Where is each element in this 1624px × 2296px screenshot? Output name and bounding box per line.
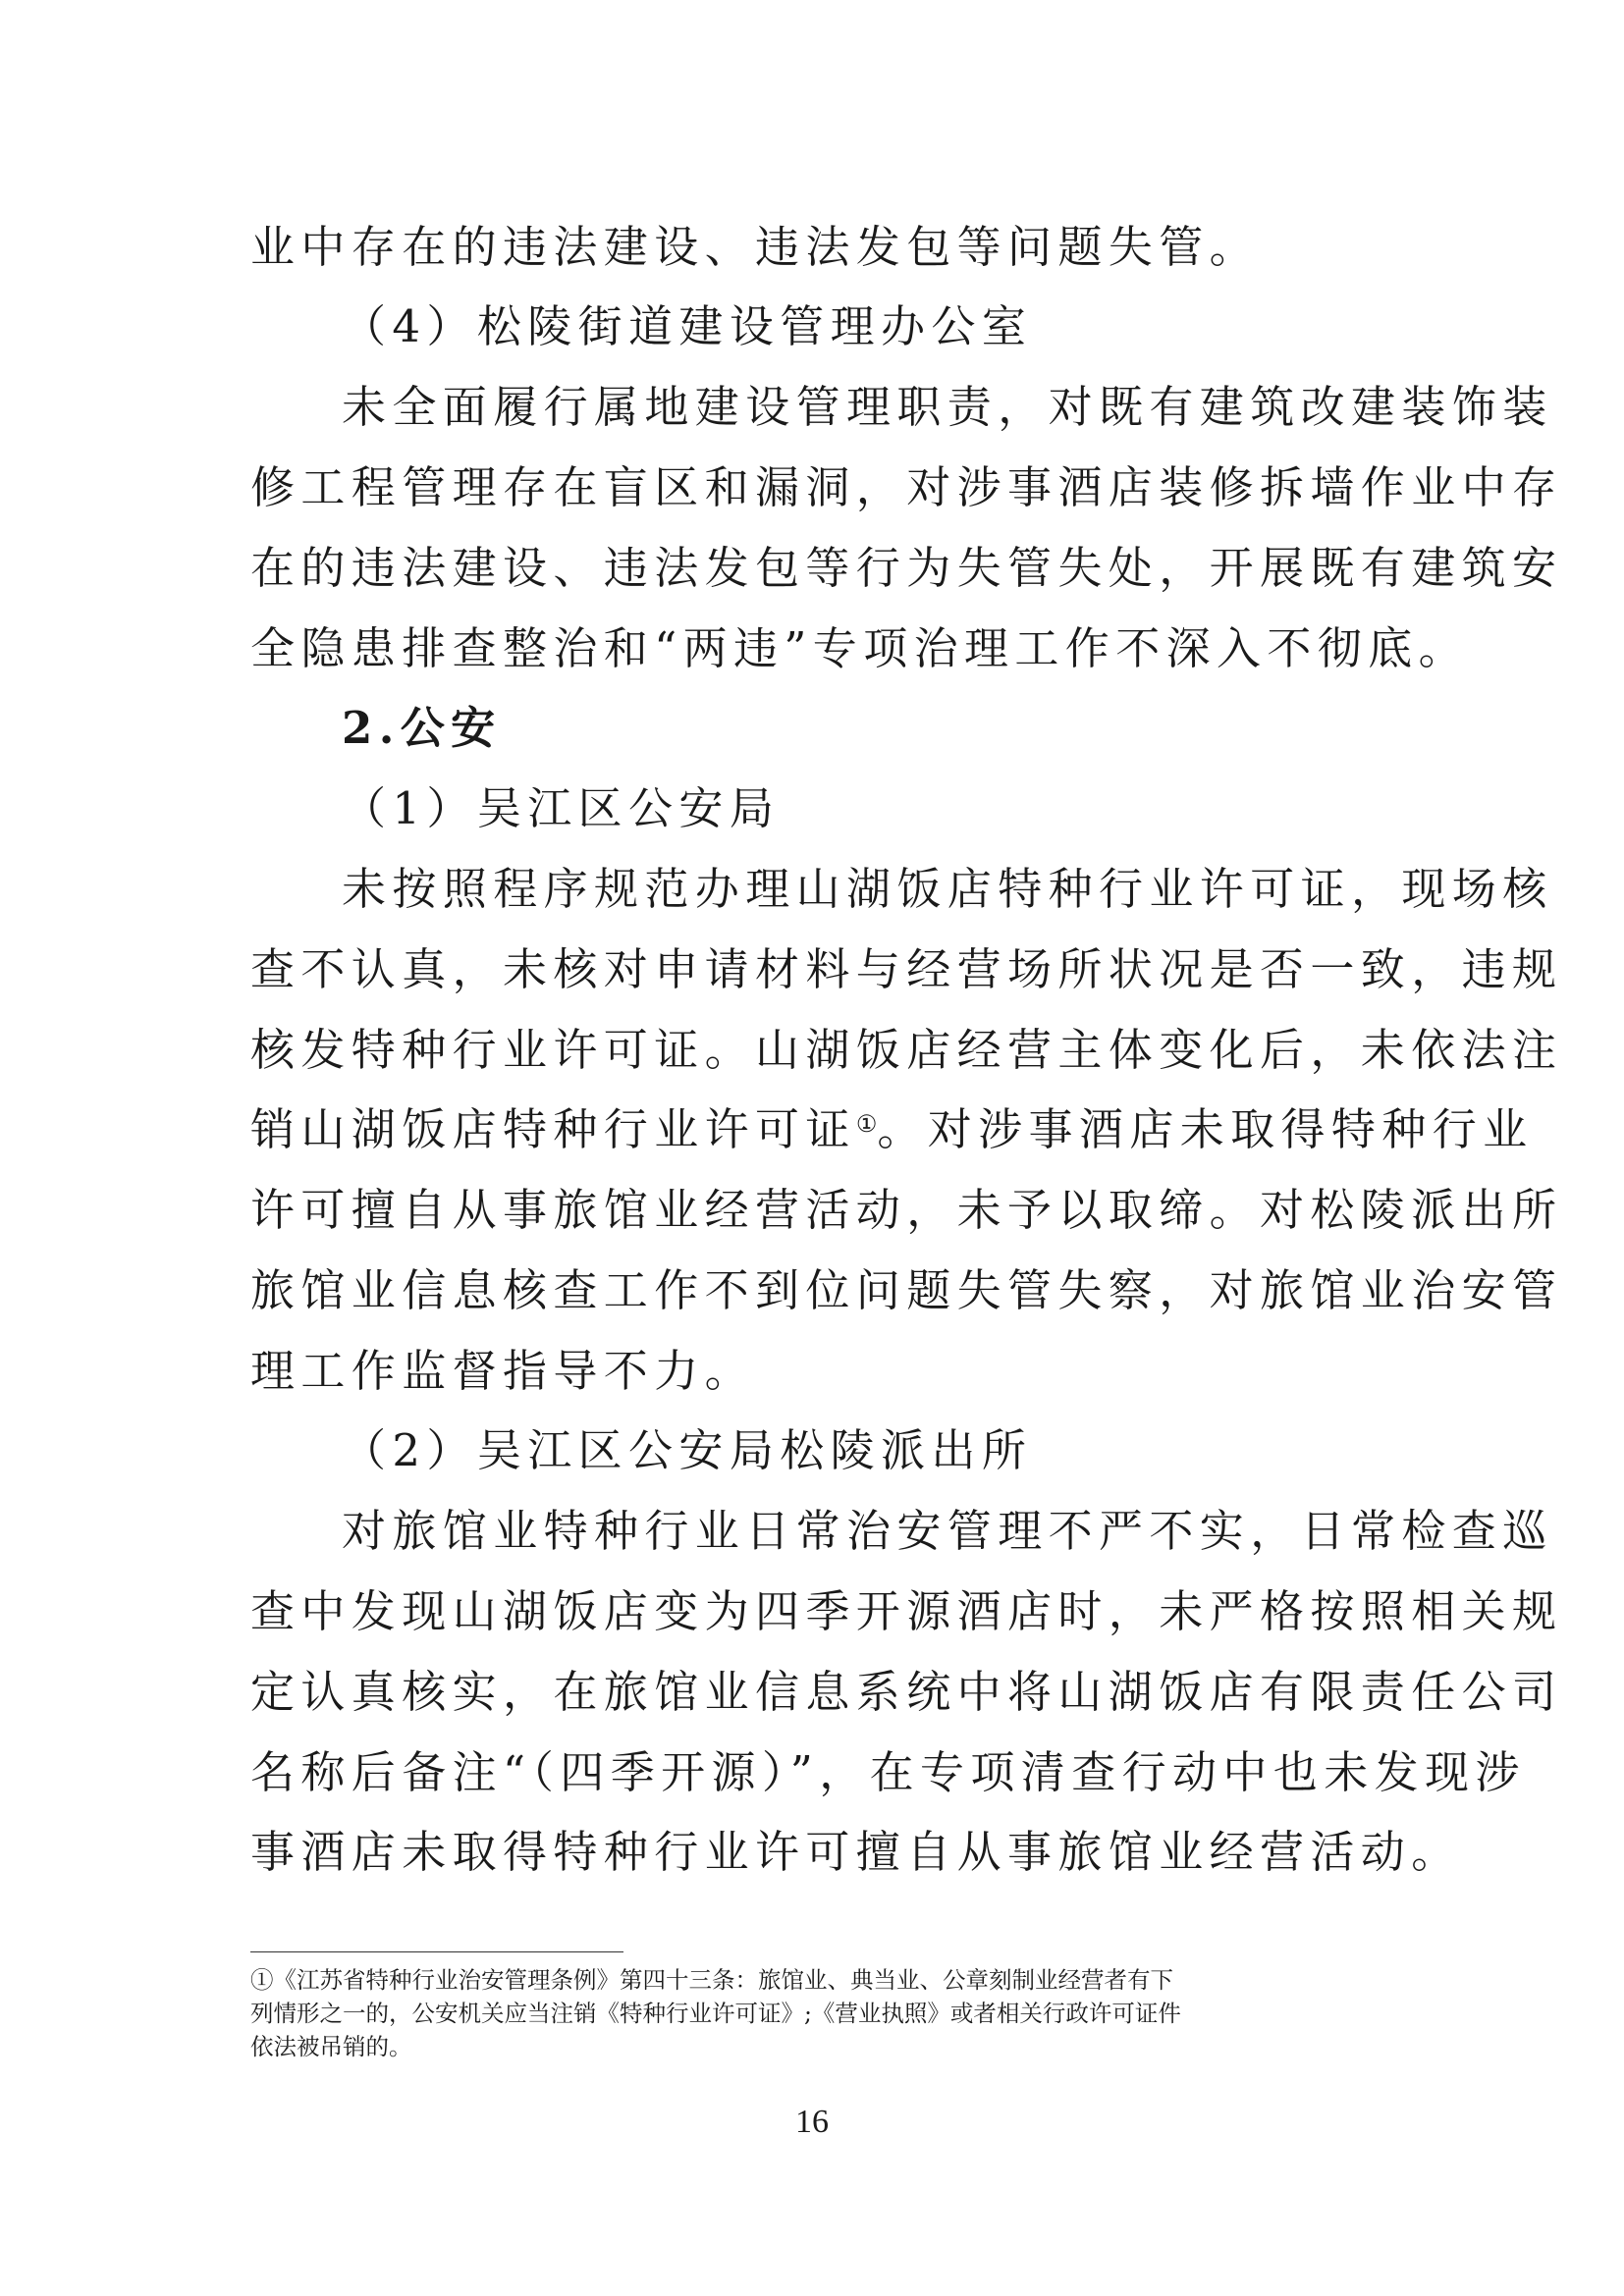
footnote-separator bbox=[250, 1951, 623, 1952]
body-line: 核发特种行业许可证。山湖饭店经营主体变化后，未依法注 bbox=[250, 1024, 1563, 1076]
body-line: 定认真核实，在旅馆业信息系统中将山湖饭店有限责任公司 bbox=[250, 1666, 1563, 1718]
body-line: 事酒店未取得特种行业许可擅自从事旅馆业经营活动。 bbox=[250, 1826, 1462, 1878]
section-heading: （2）吴江区公安局松陵派出所 bbox=[342, 1424, 1033, 1476]
section-heading: （1）吴江区公安局 bbox=[342, 782, 781, 834]
body-line: 查不认真，未核对申请材料与经营场所状况是否一致，违规 bbox=[250, 943, 1563, 995]
body-line: 理工作监督指导不力。 bbox=[250, 1345, 756, 1397]
footnote-line: ①《江苏省特种行业治安管理条例》第四十三条：旅馆业、典当业、公章刻制业经营者有下 bbox=[250, 1966, 1173, 1994]
body-line: 业中存在的违法建设、违法发包等问题失管。 bbox=[250, 221, 1261, 273]
body-line: 未全面履行属地建设管理职责，对既有建筑改建装饰装 bbox=[342, 381, 1553, 433]
section-heading: （4）松陵街道建设管理办公室 bbox=[342, 300, 1033, 352]
body-line: 全隐患排查整治和“两违”专项治理工作不深入不彻底。 bbox=[250, 622, 1470, 674]
body-line: 查中发现山湖饭店变为四季开源酒店时，未严格按照相关规 bbox=[250, 1585, 1563, 1637]
body-line: 许可擅自从事旅馆业经营活动，未予以取缔。对松陵派出所 bbox=[250, 1184, 1563, 1236]
footnote-reference[interactable]: ① bbox=[855, 1110, 878, 1138]
body-line: 修工程管理存在盲区和漏洞，对涉事酒店装修拆墙作业中存 bbox=[250, 461, 1563, 513]
body-text: 。对涉事酒店未取得特种行业 bbox=[877, 1103, 1534, 1155]
footnote-line: 依法被吊销的。 bbox=[250, 2033, 412, 2060]
body-line: 未按照程序规范办理山湖饭店特种行业许可证，现场核 bbox=[342, 863, 1553, 915]
body-line-with-footnote bbox=[250, 1100, 1534, 1159]
body-line: 名称后备注“（四季开源）”，在专项清查行动中也未发现涉 bbox=[250, 1746, 1526, 1798]
section-heading: 2.公安 bbox=[342, 702, 502, 754]
page-number: 16 bbox=[795, 2104, 829, 2140]
body-line: 旅馆业信息核查工作不到位问题失管失察，对旅馆业治安管 bbox=[250, 1264, 1563, 1316]
body-line: 在的违法建设、违法发包等行为失管失处，开展既有建筑安 bbox=[250, 542, 1563, 594]
body-text: 销山湖饭店特种行业许可证 bbox=[250, 1103, 856, 1155]
footnote-line: 列情形之一的，公安机关应当注销《特种行业许可证》;《营业执照》或者相关行政许可证件 bbox=[250, 2000, 1181, 2027]
body-line: 对旅馆业特种行业日常治安管理不严不实，日常检查巡 bbox=[342, 1505, 1553, 1557]
